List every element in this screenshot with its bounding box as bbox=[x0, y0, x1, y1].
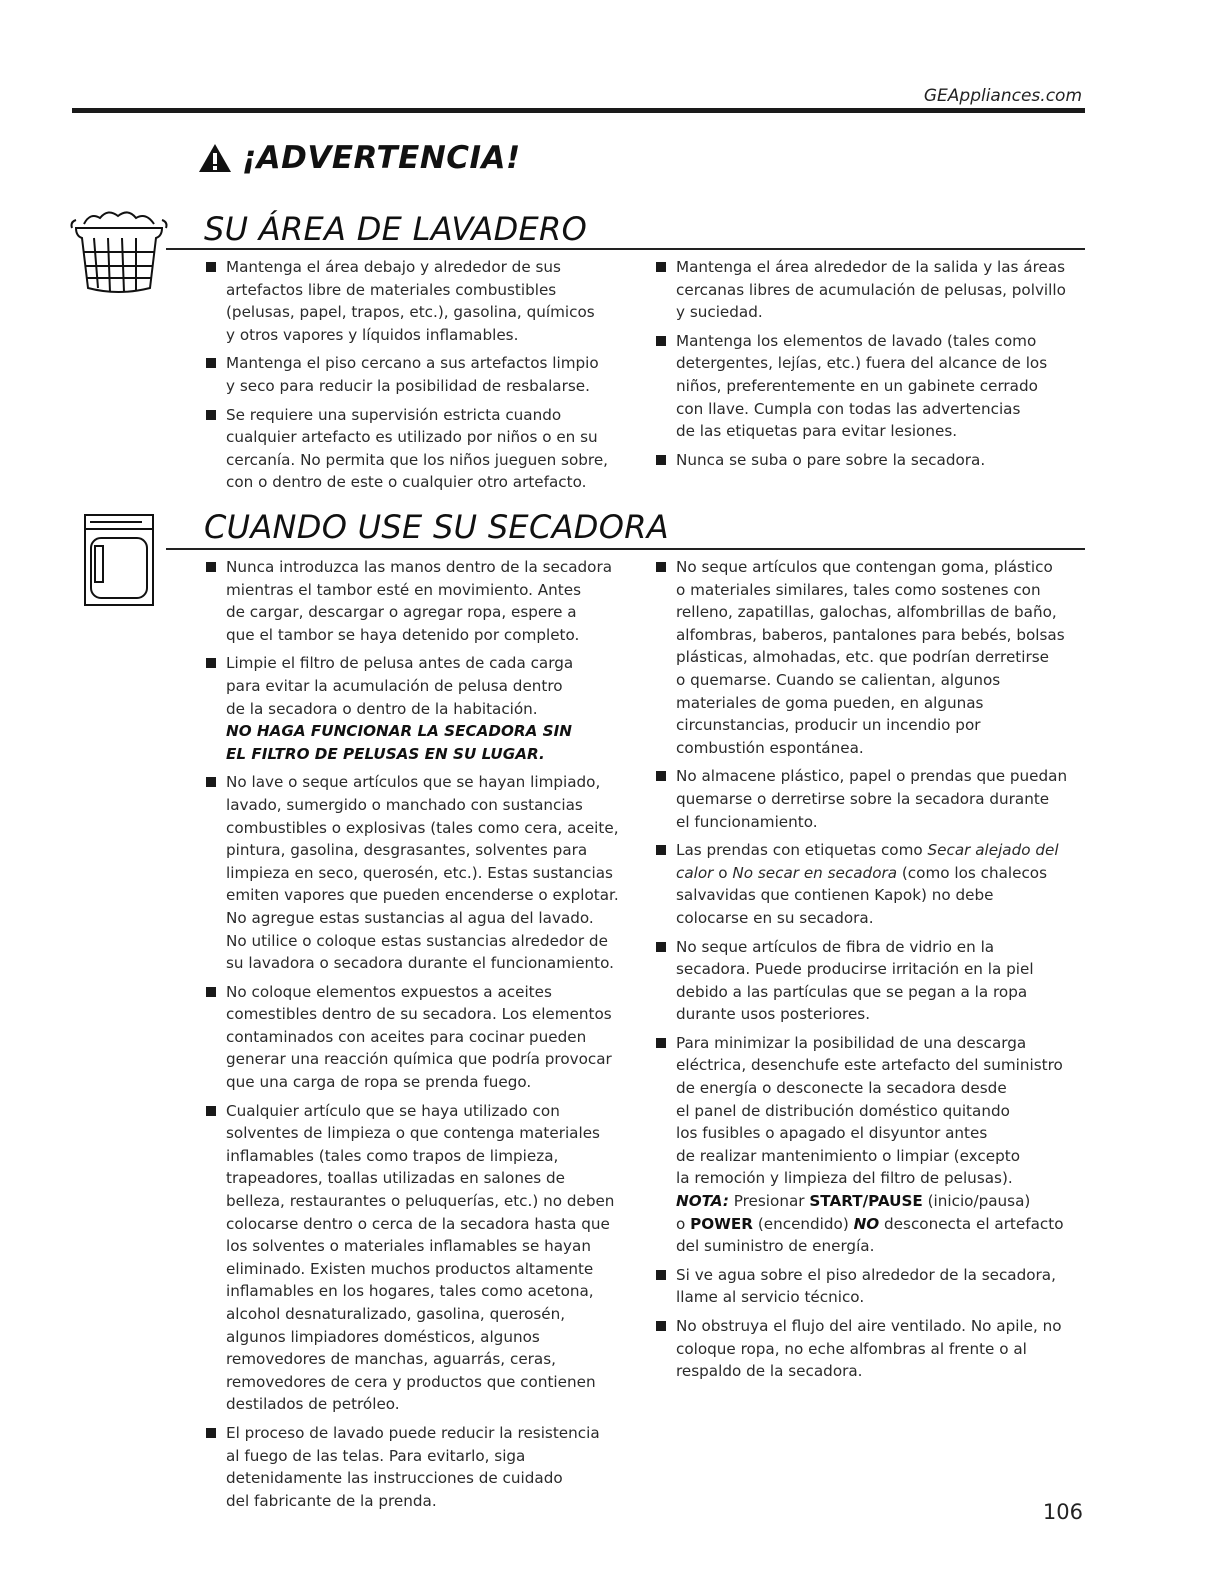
section-title-dryer: CUANDO USE SU SECADORA bbox=[204, 508, 669, 546]
list-item: Para minimizar la posibilidad de una descarga eléctrica, desenchufe este artefacto del suministro de energía o desconecte la secadora desde el panel de distribución doméstico quitando los fusibles o apagado el disyuntor antes de realizar mantenimiento o limpiar (excepto la remoción y limpieza del filtro de pelusas). NOTA: Presionar START/PAUSE (inicio/pausa) o POWER (encendido) NO desconecta el artefacto del suministro de energía. bbox=[654, 1032, 1094, 1258]
laundry-basket-icon bbox=[70, 206, 168, 296]
laundry-right-column bbox=[654, 256, 1094, 477]
power-note: NOTA: Presionar START/PAUSE (inicio/pausa) bbox=[676, 1192, 1031, 1211]
list-item: El proceso de lavado puede reducir la resistencia al fuego de las telas. Para evitarlo, siga detenidamente las instrucciones de cuidado del fabricante de la prenda. bbox=[204, 1422, 644, 1512]
section-rule-dryer bbox=[166, 548, 1085, 550]
list-item: Mantenga los elementos de lavado (tales como detergentes, lejías, etc.) fuera del alcance de los niños, preferentemente en un gabinete cerrado con llave. Cumpla con todas las advertencias de las etiquetas para evitar lesiones. bbox=[654, 330, 1094, 443]
list-item: Mantenga el área alrededor de la salida y las áreas cercanas libres de acumulación de pelusas, polvillo y suciedad. bbox=[654, 256, 1094, 324]
section-title-laundry: SU ÁREA DE LAVADERO bbox=[204, 210, 588, 248]
header-rule bbox=[72, 108, 1085, 113]
list-item: No coloque elementos expuestos a aceites comestibles dentro de su secadora. Los elementos contaminados con aceites para cocinar pueden generar una reacción química que podría provocar que una carga de ropa se prenda fuego. bbox=[204, 981, 644, 1094]
lint-filter-warning: NO HAGA FUNCIONAR LA SECADORA SIN bbox=[226, 722, 572, 741]
list-item: Si ve agua sobre el piso alrededor de la secadora, llame al servicio técnico. bbox=[654, 1264, 1094, 1309]
dryer-left-column bbox=[204, 556, 644, 1518]
site-url: GEAppliances.com bbox=[923, 86, 1082, 106]
list-item: Nunca introduzca las manos dentro de la secadora mientras el tambor esté en movimiento. Antes de cargar, descargar o agregar ropa, espere a que el tambor se haya detenido por completo. bbox=[204, 556, 644, 646]
list-item: Cualquier artículo que se haya utilizado con solventes de limpieza o que contenga materiales inflamables (tales como trapos de limpieza, trapeadores, toallas utilizadas en salones de belleza, restaurantes o peluquerías, etc.) no deben colocarse dentro o cerca de la secadora hasta que los solventes o materiales inflamables se hayan eliminado. Existen muchos productos altamente inflamables en los hogares, tales como acetona, alcohol desnaturalizado, gasolina, querosén, algunos limpiadores domésticos, algunos removedores de manchas, aguarrás, ceras, removedores de cera y productos que contienen destilados de petróleo. bbox=[204, 1100, 644, 1416]
list-item: No seque artículos de fibra de vidrio en la secadora. Puede producirse irritación en la piel debido a las partículas que se pegan a la ropa durante usos posteriores. bbox=[654, 936, 1094, 1026]
list-item: No lave o seque artículos que se hayan limpiado, lavado, sumergido o manchado con sustancias combustibles o explosivas (tales como cera, aceite, pintura, gasolina, desgrasantes, solventes para limpieza en seco, querosén, etc.). Estas sustancias emiten vapores que pueden encenderse o explotar. No agregue estas sustancias al agua del lavado. No utilice o coloque estas sustancias alrededor de su lavadora o secadora durante el funcionamiento. bbox=[204, 771, 644, 974]
dryer-right-column bbox=[654, 556, 1094, 1389]
warning-triangle-icon bbox=[198, 143, 232, 173]
list-item: Mantenga el área debajo y alrededor de sus artefactos libre de materiales combustibles (pelusas, papel, trapos, etc.), gasolina, químicos y otros vapores y líquidos inflamables. bbox=[204, 256, 644, 346]
warning-title: ¡ADVERTENCIA! bbox=[242, 140, 521, 176]
section-rule-laundry bbox=[166, 248, 1085, 250]
dryer-icon bbox=[82, 512, 156, 608]
list-item: Las prendas con etiquetas como Secar alejado del calor o No secar en secadora (como los chalecos salvavidas que contienen Kapok) no debe colocarse en su secadora. bbox=[654, 839, 1094, 929]
list-item: Se requiere una supervisión estricta cuando cualquier artefacto es utilizado por niños o en su cercanía. No permita que los niños jueguen sobre, con o dentro de este o cualquier otro artefacto. bbox=[204, 404, 644, 494]
list-item: No obstruya el flujo del aire ventilado. No apile, no coloque ropa, no eche alfombras al frente o al respaldo de la secadora. bbox=[654, 1315, 1094, 1383]
list-item: Mantenga el piso cercano a sus artefactos limpio y seco para reducir la posibilidad de resbalarse. bbox=[204, 352, 644, 397]
list-item: Nunca se suba o pare sobre la secadora. bbox=[654, 449, 1094, 472]
page-number: 106 bbox=[1042, 1500, 1083, 1524]
lint-filter-warning: EL FILTRO DE PELUSAS EN SU LUGAR. bbox=[226, 744, 545, 763]
list-item: No almacene plástico, papel o prendas que puedan quemarse o derretirse sobre la secadora durante el funcionamiento. bbox=[654, 765, 1094, 833]
list-item: Limpie el filtro de pelusa antes de cada carga para evitar la acumulación de pelusa dentro de la secadora o dentro de la habitación. NO HAGA FUNCIONAR LA SECADORA SIN EL FILTRO DE PELUSAS EN SU LUGAR. bbox=[204, 652, 644, 765]
laundry-left-column bbox=[204, 256, 644, 500]
warning-heading bbox=[198, 140, 521, 176]
list-item: No seque artículos que contengan goma, plástico o materiales similares, tales como sostenes con relleno, zapatillas, galochas, alfombrillas de baño, alfombras, baberos, pantalones para bebés, bolsas plásticas, almohadas, etc. que podrían derretirse o quemarse. Cuando se calientan, algunos materiales de goma pueden, en algunas circunstancias, producir un incendio por combustión espontánea. bbox=[654, 556, 1094, 759]
